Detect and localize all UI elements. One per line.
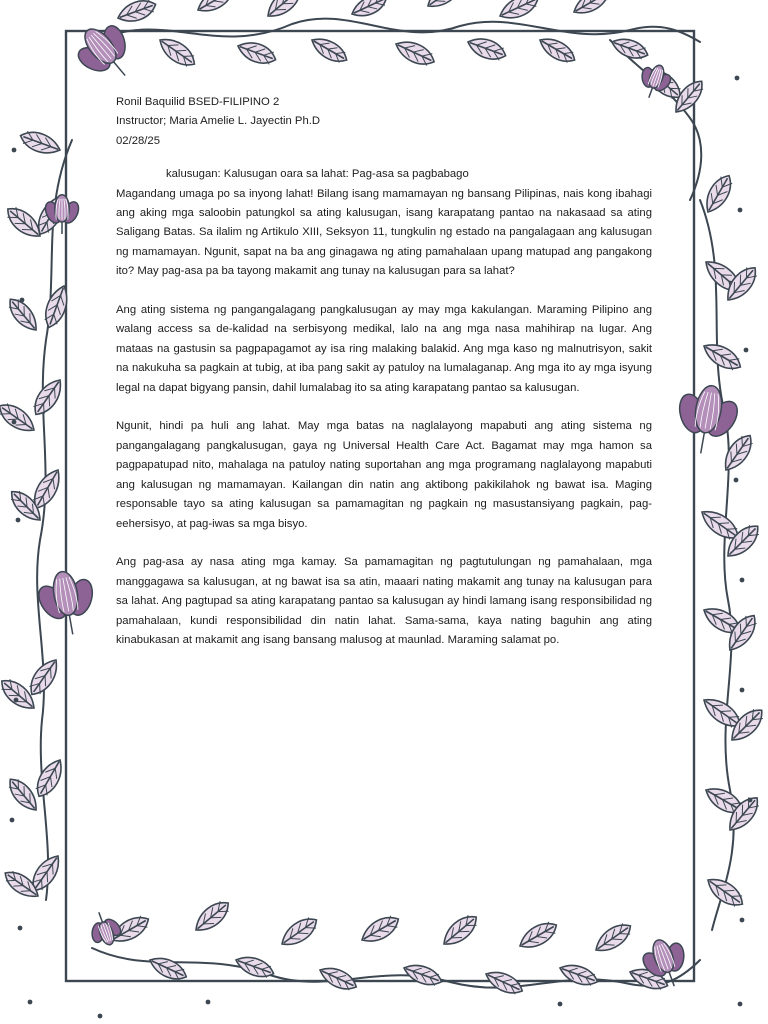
leaf-icon	[4, 774, 42, 815]
dot-ornament	[734, 478, 739, 483]
dot-ornament	[28, 1000, 33, 1005]
paragraph-1: Magandang umaga po sa inyong lahat! Bilang isang mamamayan ng bansang Pilipinas, nais kong ibahagi ang aking mga saloobin patungkol sa ating kalusugan, isang karapatang pantao na nakasaad sa ating Saligang Batas. Sa ilalim ng Artikulo XIII, Seksyon 11, tungkulin ng estado na pangalagaan ang kalusugan ng mamamayan. Ngunit, sapat na ba ang ginagawa ng ating pamahalaan upang matupad ang pangakong ito? May pag-asa pa ba tayong makamit ang tunay na kalusugan para sa lahat?	[116, 187, 652, 278]
dot-ornament	[740, 688, 745, 693]
leaf-icon	[29, 375, 68, 420]
dot-ornament	[738, 1002, 743, 1007]
leaf-icon	[31, 756, 68, 801]
leaf-icon	[557, 960, 600, 989]
leaf-icon	[155, 33, 200, 72]
author-line: Ronil Baquilid BSED-FILIPINO 2	[116, 96, 280, 108]
leaf-icon	[40, 283, 72, 331]
leaf-icon	[516, 917, 561, 954]
leaf-icon	[700, 171, 737, 216]
instructor-line: Instructor; Maria Amelie L. Jayectin Ph.D	[116, 115, 321, 128]
dot-ornament	[206, 1000, 211, 1005]
flower-icon	[30, 566, 104, 640]
dot-ornament	[16, 518, 21, 523]
leaf-icon	[0, 399, 39, 438]
leaf-icon	[115, 0, 159, 26]
leaf-icon	[233, 952, 276, 981]
leaf-icon	[570, 0, 613, 19]
dot-ornament	[98, 1014, 103, 1019]
leaf-icon	[392, 36, 438, 70]
leaf-icon	[496, 0, 542, 24]
leaf-icon	[591, 919, 636, 958]
leaf-icon	[147, 953, 190, 985]
dot-ornament	[20, 298, 25, 303]
dot-ornament	[10, 818, 15, 823]
flower-icon	[83, 906, 127, 950]
dot-ornament	[738, 208, 743, 213]
leaf-icon	[483, 967, 526, 999]
dot-ornament	[18, 926, 23, 931]
leaf-icon	[308, 33, 351, 67]
dot-ornament	[12, 420, 17, 425]
paragraph-4: Ang pag-asa ay nasa ating mga kamay. Sa pamamagitan ng pagtutulungan ng pamahalaan, mga manggagawa sa kalusugan, at ng bawat isa sa atin, maaari nating makamit ang tunay na kalusugan para sa lahat. Ang pagtupad sa ating karapatang pantao sa kalusugan ay hindi lamang isang responsibilidad ng pamahalaan, kundi responsibilidad din natin lahat. Sama-sama, kaya nating baguhin ang ating kinabukasan at makamit ang isang bansang malusog at maunlad. Maraming salamat po.	[116, 556, 652, 646]
date-line: 02/28/25	[116, 134, 160, 147]
leaf-icon	[401, 960, 444, 989]
dot-ornament	[14, 698, 19, 703]
dot-ornament	[748, 798, 753, 803]
dot-ornament	[740, 918, 745, 923]
leaf-icon	[262, 0, 306, 23]
leaf-icon	[190, 896, 234, 937]
dot-ornament	[12, 148, 17, 153]
leaf-icon	[358, 911, 403, 948]
leaf-icon	[349, 0, 390, 21]
topic-title: kalusugan: Kalusugan oara sa lahat: Pag-asa sa pagbabago	[166, 168, 469, 181]
leaf-icon	[703, 873, 748, 912]
leaf-icon	[17, 127, 63, 158]
leaf-icon	[277, 913, 322, 952]
dot-ornament	[735, 76, 740, 81]
leaf-icon	[536, 33, 579, 67]
flower-icon	[65, 12, 148, 95]
leaf-icon	[438, 910, 482, 951]
dot-ornament	[558, 1002, 563, 1007]
letter-body	[116, 93, 652, 670]
dot-ornament	[740, 578, 745, 583]
leaf-icon	[719, 430, 758, 475]
dot-ornament	[744, 348, 749, 353]
leaf-icon	[235, 38, 279, 69]
leaf-icon	[465, 34, 509, 65]
leaf-icon	[700, 338, 745, 375]
leaf-icon	[194, 0, 237, 17]
paragraph-2: Ang ating sistema ng pangangalagang pangkalusugan ay may mga kakulangan. Maraming Pilipino ang walang access sa de-kalidad na serbisyong medikal, lalo na ang mga nasa mahihirap na lugar. Ang mataas na gastusin sa pagpapagamot ay isa ring malaking balakid. Ang mga kaso ng malnutrisyon, sakit na nakukuha sa pagkain at tubig, at iba pang sakit ay patuloy na lumalaganap. Ang mga ito ay mga isyung legal na dapat bigyang pansin, dahil lumalabag ito sa ating karapatang pantao sa kalusugan.	[116, 304, 652, 394]
right-vine	[700, 200, 734, 930]
leaf-icon	[423, 0, 465, 13]
paragraph-3: Ngunit, hindi pa huli ang lahat. May mga batas na naglalayong mapabuti ang ating sistema ng pangangalagang pangkalusugan, gaya ng Universal Health Care Act. Bagamat may mga hamon sa pagpapatupad nito, mahalaga na patuloy nating suportahan ang mga programang naglalayong mapabuti ang kalusugan ng mamamayan. Kailangan din natin ang aktibong pakikilahok ng bawat isa. Maging responsable tayo sa ating kalusugan sa pamamagitan ng pagkain ng masustansiyang pagkain, pag-eehersisyo, at pag-iwas sa mga bisyo.	[116, 420, 652, 530]
